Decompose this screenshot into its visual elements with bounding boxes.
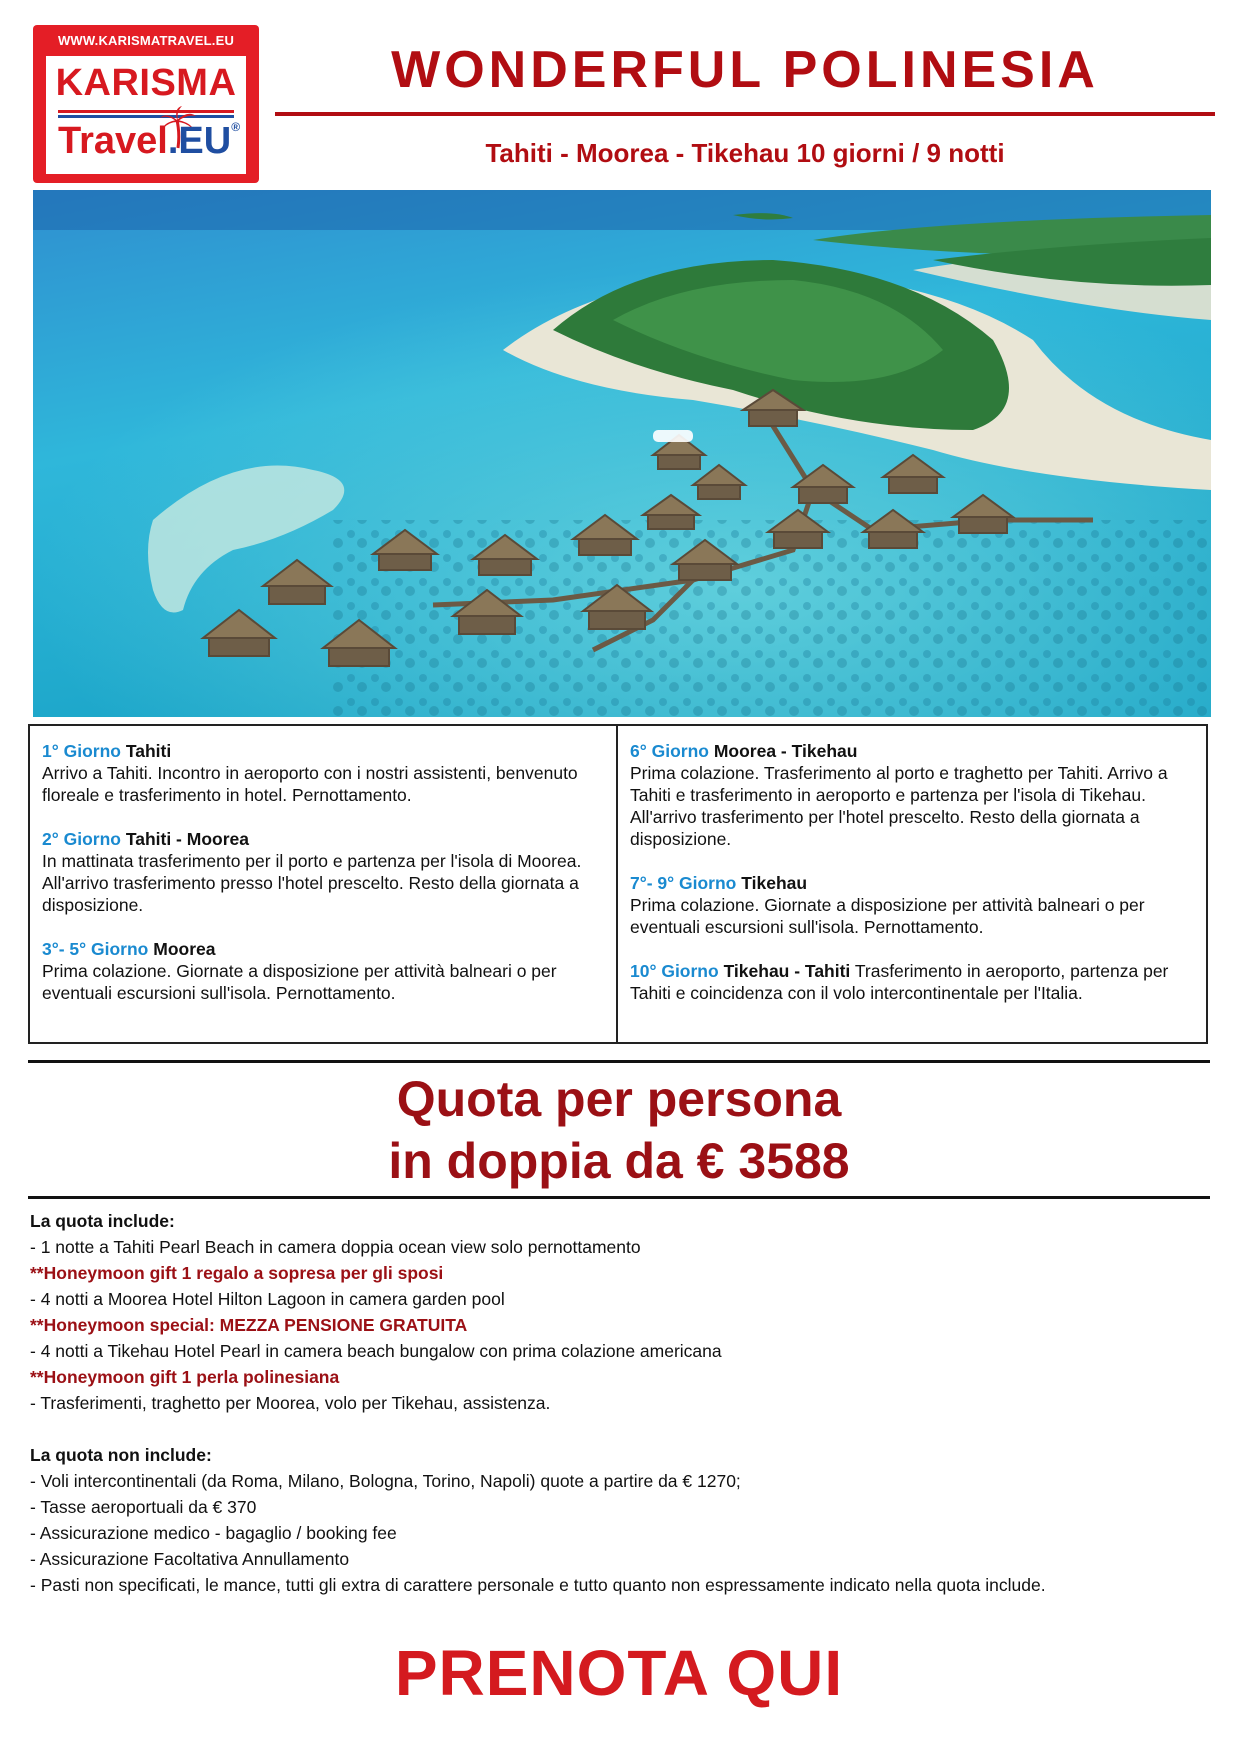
section-spacer [30, 1416, 1210, 1442]
itinerary-column-right [618, 726, 1206, 1042]
hero-photo [33, 190, 1211, 717]
book-now-link[interactable]: PRENOTA QUI [394, 1637, 844, 1709]
itinerary-day [42, 938, 606, 1004]
quote-details [30, 1208, 1210, 1598]
excludes-heading: La quota non include: [30, 1445, 212, 1465]
itinerary-day [630, 872, 1196, 938]
itinerary-day [42, 740, 606, 806]
price-headline [28, 1068, 1210, 1192]
day-number: 3°- 5° Giorno [42, 939, 149, 959]
logo-blue-stripe [58, 115, 234, 118]
lagoon-overwater-bungalows-image [33, 190, 1211, 717]
day-description: Prima colazione. Trasferimento al porto e traghetto per Tahiti. Arrivo a Tahiti e trasferimento in aeroporto e partenza per l'isola di Tikehau. All'arrivo trasferimento per l'hotel prescelto. Resto della giornata a disposizione. [630, 763, 1168, 849]
itinerary-day [42, 828, 606, 916]
excludes-item: - Assicurazione Facoltativa Annullamento [30, 1549, 350, 1569]
logo-url: WWW.KARISMATRAVEL.EU [57, 33, 235, 48]
includes-item: - 1 notte a Tahiti Pearl Beach in camera doppia ocean view solo pernottamento [30, 1237, 641, 1257]
itinerary-day [630, 960, 1196, 1004]
day-number: 10° Giorno [630, 961, 719, 981]
page-title: WONDERFUL POLINESIA [391, 41, 1099, 99]
price-line-2: in doppia da € 3588 [388, 1133, 850, 1189]
day-description: In mattinata trasferimento per il porto e partenza per l'isola di Moorea. All'arrivo trasferimento presso l'hotel prescelto. Resto della giornata a disposizione. [42, 851, 582, 915]
logo-panel [46, 56, 246, 174]
logo-travel-word: Travel [58, 120, 168, 162]
day-place: Tahiti - Moorea [125, 829, 249, 849]
day-place: Moorea - Tikehau [713, 741, 858, 761]
price-line-1: Quota per persona [396, 1071, 842, 1127]
day-place: Tikehau [741, 873, 808, 893]
day-number: 1° Giorno [42, 741, 121, 761]
title-divider [275, 112, 1215, 116]
includes-item: - 4 notti a Tikehau Hotel Pearl in camera beach bungalow con prima colazione americana [30, 1341, 722, 1361]
includes-item-honeymoon: **Honeymoon gift 1 perla polinesiana [30, 1367, 340, 1387]
includes-item: - Trasferimenti, traghetto per Moorea, volo per Tikehau, assistenza. [30, 1393, 551, 1413]
day-place: Tahiti [125, 741, 172, 761]
excludes-item: - Voli intercontinentali (da Roma, Milano, Bologna, Torino, Napoli) quote a partire da € 1270; [30, 1471, 741, 1491]
brand-logo[interactable] [33, 25, 259, 183]
day-description: Trasferimento in aeroporto, partenza per Tahiti e coincidenza con il volo intercontinentale per l'Italia. [630, 961, 1169, 1003]
day-place: Moorea [153, 939, 216, 959]
excludes-item: - Pasti non specificati, le mance, tutti gli extra di carattere personale e tutto quanto non espressamente indicato nella quota include. [30, 1575, 1046, 1595]
day-number: 7°- 9° Giorno [630, 873, 737, 893]
logo-travel-text [58, 120, 240, 163]
itinerary-column-left [30, 726, 618, 1042]
logo-registered-mark: ® [231, 120, 241, 134]
day-description: Prima colazione. Giornate a disposizione per attività balneari o per eventuali escursioni sull'isola. Pernottamento. [42, 961, 557, 1003]
excludes-item: - Assicurazione medico - bagaglio / booking fee [30, 1523, 397, 1543]
logo-red-stripe [58, 110, 234, 113]
day-number: 6° Giorno [630, 741, 709, 761]
price-top-divider [28, 1060, 1210, 1063]
includes-heading: La quota include: [30, 1211, 175, 1231]
page-subtitle: Tahiti - Moorea - Tikehau 10 giorni / 9 notti [485, 138, 1005, 168]
day-description: Prima colazione. Giornate a disposizione per attività balneari o per eventuali escursioni sull'isola. Pernottamento. [630, 895, 1145, 937]
itinerary-day [630, 740, 1196, 850]
excludes-item: - Tasse aeroportuali da € 370 [30, 1497, 257, 1517]
itinerary-table [28, 724, 1208, 1044]
includes-item: - 4 notti a Moorea Hotel Hilton Lagoon in camera garden pool [30, 1289, 505, 1309]
includes-item-honeymoon: **Honeymoon gift 1 regalo a sopresa per gli sposi [30, 1263, 444, 1283]
logo-eu-word: .EU [167, 120, 232, 162]
day-description: Arrivo a Tahiti. Incontro in aeroporto con i nostri assistenti, benvenuto floreale e trasferimento in hotel. Pernottamento. [42, 763, 578, 805]
price-bottom-divider [28, 1196, 1210, 1199]
includes-item-honeymoon: **Honeymoon special: MEZZA PENSIONE GRATUITA [30, 1315, 468, 1335]
day-number: 2° Giorno [42, 829, 121, 849]
day-place: Tikehau - Tahiti [723, 961, 851, 981]
logo-brand-text: KARISMA [55, 62, 237, 104]
